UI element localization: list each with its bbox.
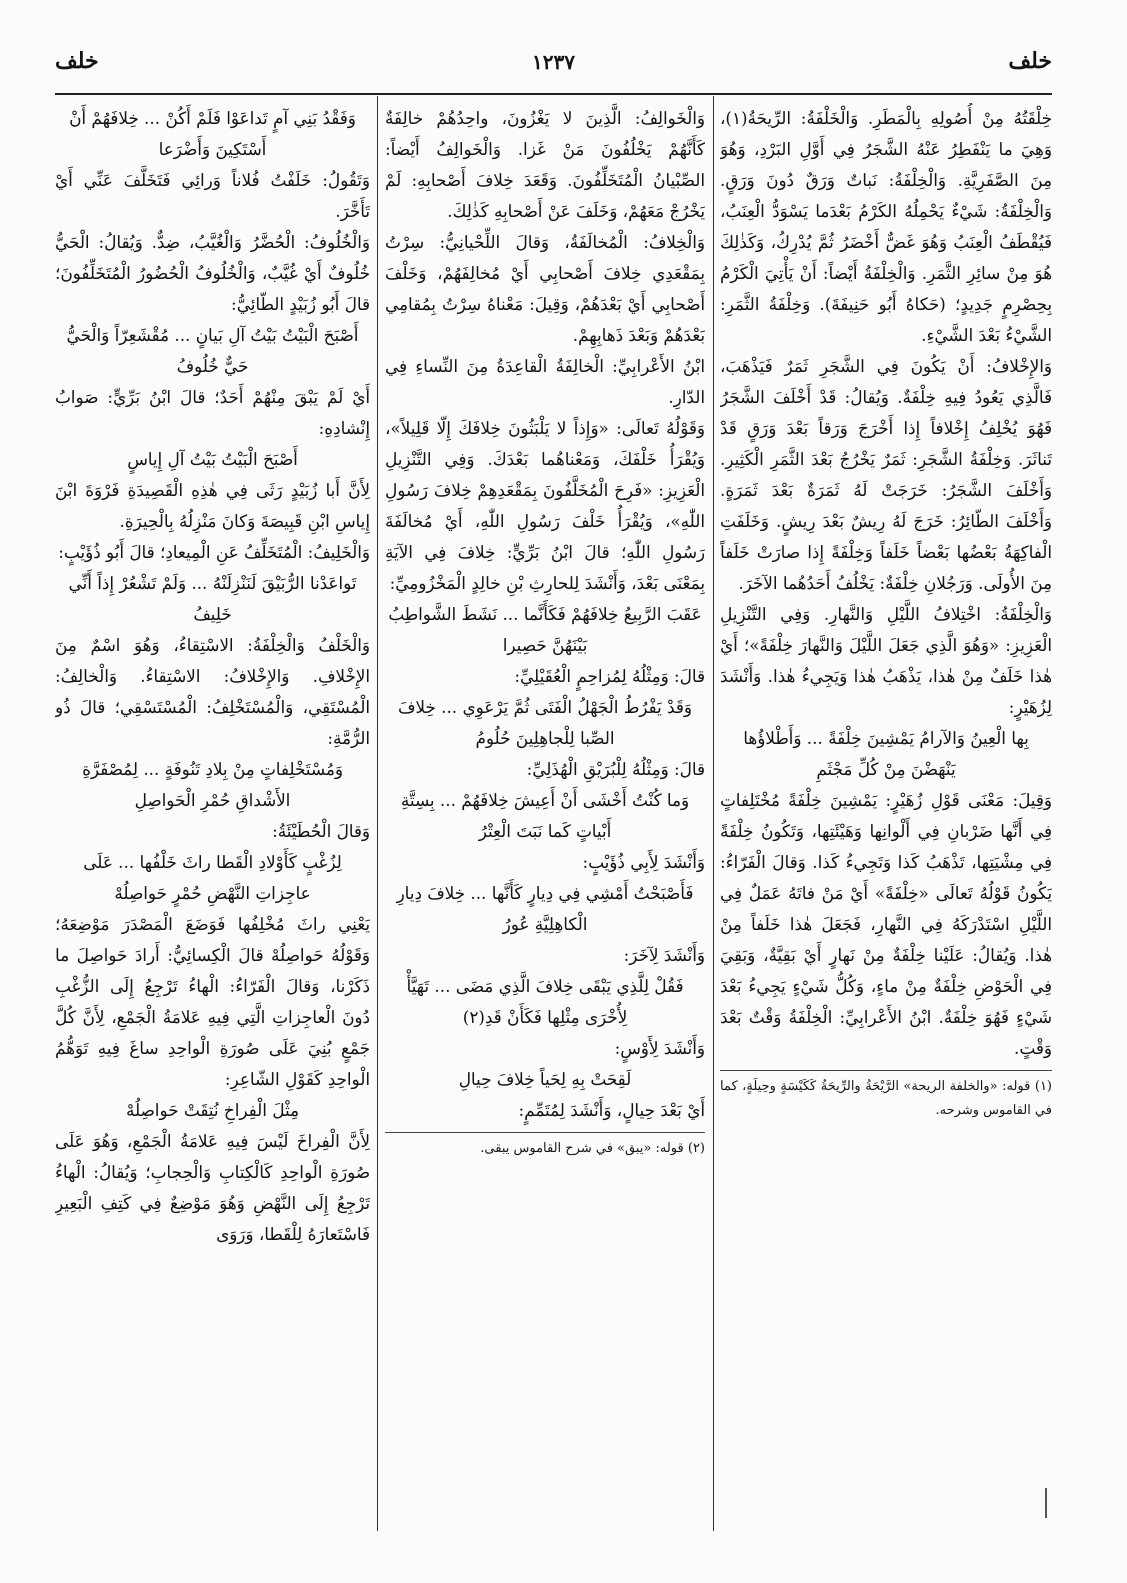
verse: فَقُلْ لِلَّذِي يَبْقَى خِلافَ الَّذِي مَضَى ... تَهَيَّأْ لِأُخْرَى مِثْلِها فَكَأَنْ قَدِ(٢)	[406, 976, 684, 1027]
paragraph: لِأَنَّ أَبا زُبَيْدٍ رَثَى فِي هٰذِهِ الْقَصِيدَةِ فَرْوَةَ ابْنَ إِياسِ ابْنِ قَبِيصَةَ وَكانَ مَنْزِلُهُ بِالْحِيرَةِ.	[55, 480, 370, 531]
verse: فَأَصْبَحْتُ أَمْشِي فِي دِيارٍ كَأَنَّها ... خِلافَ دِيارِ الْكاهِلِيَّةِ عُورُ	[396, 883, 694, 934]
paragraph: أَيْ بَعْدَ حِيالٍ، وَأَنْشَدَ لِمُتَمِّمٍ:	[518, 1100, 705, 1120]
paragraph: وَقالَ الْحُطَيْئَةُ:	[272, 821, 370, 841]
paragraph: يَعْنِي راثَ مُخْلِفُها فَوَضَعَ الْمَصْدَرَ مَوْضِعَهُ؛ وَقَوْلُهُ حَواصِلُهْ قالَ الْكِسائِيُّ: أَرادَ حَواصِلَ ما ذَكَرْنا، وَقالَ الْفَرّاءُ: الْهاءُ تَرْجِعُ إِلَى الزُّغْبِ دُونَ الْعاجِزاتِ الَّتِي فِيهِ عَلامَةُ الْجَمْعِ، لِأَنَّ كُلَّ جَمْعٍ بُنِيَ عَلَى صُورَةِ الْواحِدِ ساغَ فِيهِ تَوَهُّمُ الْواحِدِ كَقَوْلِ الشّاعِرِ:	[55, 914, 370, 1089]
header-rule	[55, 93, 1052, 95]
scan-mark	[1045, 1488, 1047, 1518]
footnote-separator	[720, 1070, 1052, 1071]
verse: وَمُسْتَخْلِفاتٍ مِنْ بِلادِ تَنُوفَةٍ ... لِمُصْفَرَّةِ الأَشْداقِ حُمْرِ الْحَواصِلِ	[82, 759, 343, 810]
verse: تَواعَدْنا الرُّبَيْقَ لَنَنْزِلَنْهُ ... وَلَمْ تَشْعُرْ إِذاً أَنِّي خَلِيفُ	[68, 573, 357, 624]
verse: وَما كُنْتُ أَخْشَى أَنْ أَعِيشَ خِلافَهُمْ ... بِسِتَّةِ أَبْياتٍ كَما نَبَتَ الْعِتْرُ	[400, 790, 690, 841]
footnote: (٢) قوله: «يبق» في شرح القاموس يبقى.	[480, 1141, 705, 1156]
footnote: (١) قوله: «والخلفة الريحة» الرَّيْحَةُ والرِّيحَةُ كَكَيْسَةٍ وحِيلَةٍ، كما في القاموس وشرحه.	[720, 1079, 1052, 1118]
paragraph: وَالْخُلُوفُ: الْحُضَّرُ وَالْغُيَّبُ، ضِدٌّ. وَيُقالُ: الْحَيُّ خُلُوفٌ أَيْ غُيَّبٌ، وَالْخُلُوفُ الْحُضُورُ الْمُتَخَلِّفُونَ؛ قالَ أَبُو زُبَيْدٍ الطّائِيُّ:	[55, 232, 370, 314]
footnote-separator	[385, 1132, 705, 1133]
running-headword-right: خلف	[1008, 48, 1052, 74]
paragraph: ابْنُ الأَعْرابِيِّ: الْخالِفَةُ الْقاعِدَةُ مِنَ النِّساءِ فِي الدّارِ.	[385, 356, 705, 407]
page-number: ١٢٣٧	[532, 50, 575, 74]
column-middle	[385, 103, 705, 1533]
running-headword-left: خلف	[55, 48, 99, 74]
paragraph: وَتَقُولُ: خَلَفْتُ فُلاناً وَرائِي فَتَخَلَّفَ عَنِّي أَيْ تَأَخَّرَ.	[55, 170, 370, 221]
paragraph: قالَ: وَمِثْلُهُ لِلْبُرَيْقِ الْهُذَلِيِّ:	[526, 759, 705, 779]
column-left	[55, 103, 370, 1533]
paragraph: وَقَوْلُهُ تَعالَى: «وَإِذاً لا يَلْبَثُونَ خِلافَكَ إِلّا قَلِيلاً»، وَيُقْرَأُ خَلْفَكَ، وَمَعْناهُما بَعْدَكَ. وَفِي التَّنْزِيلِ الْعَزِيزِ: «فَرِحَ الْمُخَلَّفُونَ بِمَقْعَدِهِمْ خِلافَ رَسُولِ اللّٰهِ»، وَيُقْرَأُ خَلْفَ رَسُولِ اللّٰهِ، أَيْ مُخالَفَةَ رَسُولِ اللّٰهِ؛ قالَ ابْنُ بَرِّيٍّ: خِلافَ فِي الآيَةِ بِمَعْنَى بَعْدَ، وَأَنْشَدَ لِلحارِثِ بْنِ خالِدٍ الْمَخْزُومِيِّ:	[385, 418, 705, 593]
verse: وَقَدْ يَفْرُطُ الْجَهْلُ الْفَتَى ثُمَّ يَرْعَوِي ... خِلافَ الصِّبا لِلْجاهِلِينَ حُلُومُ	[398, 697, 692, 748]
verse: مِثْلَ الْفِراخِ نُتِقَتْ حَواصِلُهْ	[126, 1100, 299, 1120]
paragraph: خِلْقَتُهُ مِنْ أُصُولِهِ بِالْمَطَرِ. وَالْخَلْفَةُ: الرِّيحَةُ(١)، وَهِيَ ما يَنْفَطِرُ عَنْهُ الشَّجَرُ فِي أَوَّلِ البَرْدِ، وَهُوَ مِنَ الصَّفَرِيَّةِ. وَالْخِلْفَةُ: نَباتٌ وَرَقٌ دُونَ وَرَقٍ. وَالْخِلْفَةُ: شَيْءٌ يَحْمِلُهُ الكَرْمُ بَعْدَما يَسْوَدُّ الْعِنَبُ، فَيُقْطَفُ الْعِنَبُ وَهُوَ غَضٌّ أَخْضَرُ ثُمَّ يُدْرِكُ، وَكَذٰلِكَ هُوَ مِنْ سائِرِ الثَّمَرِ. وَالْخِلْفَةُ أَيْضاً: أَنْ يَأْتِيَ الْكَرْمُ بِحِصْرِمٍ جَدِيدٍ؛ (حَكاهُ أَبُو حَنِيفَةَ). وَخِلْفَةُ الثَّمَرِ: الشَّيْءُ بَعْدَ الشَّيْءِ.	[720, 108, 1052, 345]
paragraph: أَيْ لَمْ يَبْقَ مِنْهُمْ أَحَدٌ؛ قالَ ابْنُ بَرِّيٍّ: صَوابُ إِنْشادِهِ:	[55, 387, 370, 438]
verse: أَصْبَحَ الْبَيْتُ بَيْتُ آلِ إِياسٍ	[127, 449, 298, 469]
paragraph: وَالْخِلافُ: الْمُخالَفَةُ، وَقالَ اللِّحْيانِيُّ: سِرْتُ بِمَقْعَدِي خِلافَ أَصْحابِي أَيْ مُخالِفَهُمْ، وَخَلْفَ أَصْحابِي أَيْ بَعْدَهُمْ، وَقِيلَ: مَعْناهُ سِرْتُ بِمُقامِي بَعْدَهُمْ وَبَعْدَ ذَهابِهِمْ.	[385, 232, 705, 345]
paragraph: وَأَنْشَدَ لِأَوْسٍ:	[614, 1038, 705, 1058]
verse: لِزُغْبٍ كَأَوْلادِ الْقَطا راثَ خَلْفُها ... عَلَى عاجِزاتِ النَّهْضِ حُمْرٍ حَواصِلُهْ	[83, 852, 342, 903]
paragraph: وَالْخَلْفُ وَالْخِلْفَةُ: الاسْتِقاءُ، وَهُوَ اسْمٌ مِنَ الإِخْلافِ. وَالإِخْلافُ: الاسْتِقاءُ. وَالْخالِفُ: الْمُسْتَقِي، وَالْمُسْتَخْلِفُ: الْمُسْتَسْقِي؛ قالَ ذُو الرُّمَّةِ:	[55, 635, 370, 748]
verse: لَقِحَتْ بِهِ لِحَياً خِلافَ حِيالِ	[458, 1069, 632, 1089]
paragraph: وَالْخَوالِفُ: الَّذِينَ لا يَغْزُونَ، واحِدُهُمْ خالِفَةٌ كَأَنَّهُمْ يَخْلُفُونَ مَنْ غَزا. وَالْخَوالِفُ أَيْضاً: الصِّبْيانُ الْمُتَخَلِّفُونَ. وَقَعَدَ خِلافَ أَصْحابِهِ: لَمْ يَخْرُجْ مَعَهُمْ، وَخَلَفَ عَنْ أَصْحابِهِ كَذٰلِكَ.	[385, 108, 705, 221]
paragraph: وَالإِخْلافُ: أَنْ يَكُونَ فِي الشَّجَرِ ثَمَرٌ فَيَذْهَبَ، فَالَّذِي يَعُودُ فِيهِ خِلْفَةٌ. وَيُقالُ: قَدْ أَخْلَفَ الشَّجَرُ فَهُوَ يُخْلِفُ إِخْلافاً إِذا أَخْرَجَ وَرَقاً بَعْدَ وَرَقٍ قَدْ تَناثَرَ. وَخِلْفَةُ الشَّجَرِ: ثَمَرٌ يَخْرُجُ بَعْدَ الثَّمَرِ الْكَثِيرِ. وَأَخْلَفَ الشَّجَرُ: خَرَجَتْ لَهُ ثَمَرَةٌ بَعْدَ ثَمَرَةٍ. وَأَخْلَفَ الطّائِرُ: خَرَجَ لَهُ رِيشٌ بَعْدَ رِيشٍ. وَخَلَفَتِ الْفاكِهَةُ بَعْضُها بَعْضاً خَلَفاً وَخِلْفَةً إِذا صارَتْ خَلَفاً مِنَ الأُولَى. وَرَجُلانِ خِلْفَةٌ: يَخْلُفُ أَحَدُهُما الآخَرَ.	[720, 356, 1052, 593]
verse: عَقَبَ الرَّبِيعُ خِلافَهُمْ فَكَأَنَّما ... نَشَطَ الشَّواطِبُ بَيْنَهُنَّ حَصِيرا	[388, 604, 702, 655]
paragraph: وَقِيلَ: مَعْنَى قَوْلِ زُهَيْرٍ: يَمْشِينَ خِلْفَةً مُخْتَلِفاتٍ فِي أَنَّها ضَرْبانِ فِي أَلْوانِها وَهَيْئَتِها، وَتَكُونُ خِلْفَةً فِي مِشْيَتِها، تَذْهَبُ كَذا وَتَجِيءُ كَذا. وَقالَ الْفَرّاءُ: يَكُونُ قَوْلُهُ تَعالَى «خِلْفَةً» أَيْ مَنْ فاتَهُ عَمَلٌ فِي اللَّيْلِ اسْتَدْرَكَهُ فِي النَّهارِ، فَجَعَلَ هٰذا خَلَفاً مِنْ هٰذا. وَيُقالُ: عَلَيْنا خِلْفَةٌ مِنْ نَهارٍ أَيْ بَقِيَّةٌ، وَبَقِيَ فِي الْحَوْضِ خِلْفَةٌ مِنْ ماءٍ، وَكُلُّ شَيْءٍ يَجِيءُ بَعْدَ شَيْءٍ فَهُوَ خِلْفَةٌ. ابْنُ الأَعْرابِيِّ: الْخِلْفَةُ وَقْتٌ بَعْدَ وَقْتٍ.	[720, 790, 1052, 1058]
paragraph: لِأَنَّ الْفِراخَ لَيْسَ فِيهِ عَلامَةُ الْجَمْعِ، وَهُوَ عَلَى صُورَةِ الْواحِدِ كَالْكِتابِ وَالْحِجابِ؛ وَيُقالُ: الْهاءُ تَرْجِعُ إِلَى النَّهْضِ وَهُوَ مَوْضِعٌ فِي كَتِفِ الْبَعِيرِ فَاسْتَعارَهُ لِلْقَطا، وَرَوَى	[55, 1131, 370, 1244]
paragraph: وَالْخَلِيفُ: الْمُتَخَلِّفُ عَنِ الْمِيعادِ؛ قالَ أَبُو ذُؤَيْبٍ:	[58, 542, 370, 562]
page-header	[55, 48, 1052, 88]
verse: أَصْبَحَ الْبَيْتُ بَيْتُ آلِ بَيانٍ ... مُقْشَعِرّاً وَالْحَيُّ حَيٌّ خُلُوفُ	[66, 325, 359, 376]
column-right	[720, 103, 1052, 1533]
column-divider-left	[377, 96, 378, 1531]
verse: بِها الْعِينُ وَالآرامُ يَمْشِينَ خِلْفَةً ... وَأَطْلاؤُها يَنْهَضْنَ مِنْ كُلِّ مَجْثَمِ	[743, 728, 1029, 779]
paragraph: وَالْخِلْفَةُ: اخْتِلافُ اللَّيْلِ وَالنَّهارِ. وَفِي التَّنْزِيلِ الْعَزِيزِ: «وَهُوَ الَّذِي جَعَلَ اللَّيْلَ وَالنَّهارَ خِلْفَةً»؛ أَيْ هٰذا خَلَفٌ مِنْ هٰذا، يَذْهَبُ هٰذا وَيَجِيءُ هٰذا. وَأَنْشَدَ لِزُهَيْرٍ:	[720, 604, 1052, 717]
verse: وَفَقْدُ بَنِي آمٍ تَداعَوْا فَلَمْ أَكُنْ ... خِلافَهُمْ أَنْ أَسْتَكِينَ وَأَضْرَعا	[69, 108, 356, 159]
paragraph: وَأَنْشَدَ لِآخَرَ:	[623, 945, 705, 965]
column-divider-right	[713, 96, 714, 1531]
paragraph: قالَ: وَمِثْلُهُ لِمُزاحِمٍ الْعُقَيْلِيِّ:	[514, 666, 705, 686]
paragraph: وَأَنْشَدَ لِأَبِي ذُؤَيْبٍ:	[582, 852, 705, 872]
